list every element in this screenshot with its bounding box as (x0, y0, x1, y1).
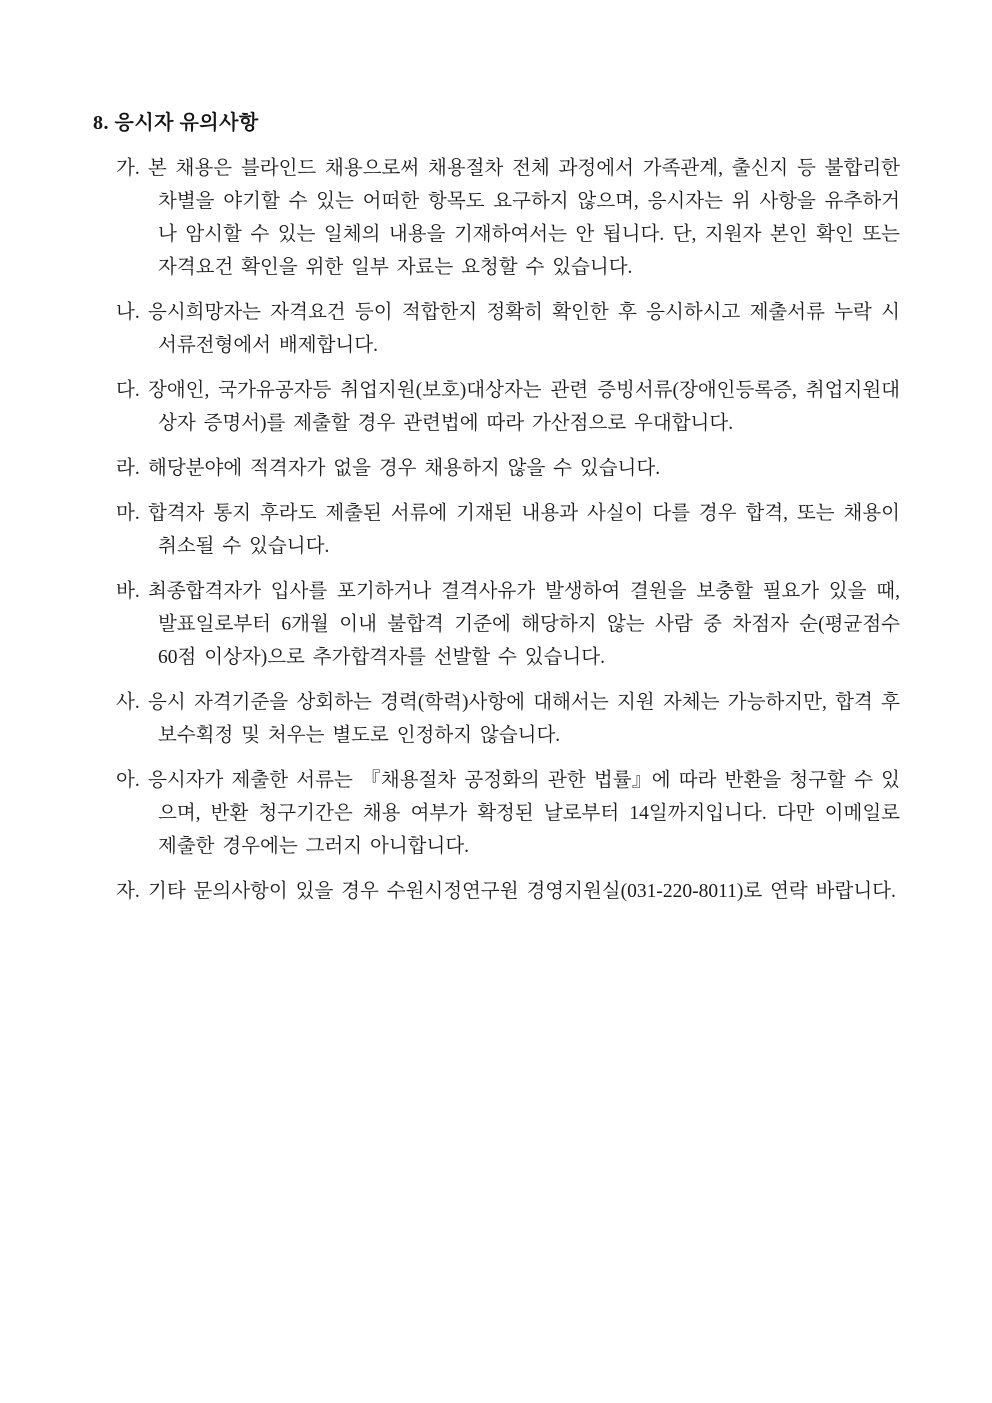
list-item (92, 764, 900, 863)
list-item-marker: 나. (116, 302, 140, 323)
list-item-text: 본 채용은 블라인드 채용으로써 채용절차 전체 과정에서 가족관계, 출신지 등 불합리한 차별을 야기할 수 있는 어떠한 항목도 요구하지 않으며, 응시자는 위 사항을 유추하거나 암시할 수 있는 일체의 내용을 기재하여서는 안 됩니다. 단, 지원자 본인 확인 또는 자격요건 확인을 위한 일부 자료는 요청할 수 있습니다. (148, 158, 900, 278)
list-item-text: 해당분야에 적격자가 없을 경우 채용하지 않을 수 있습니다. (148, 458, 661, 479)
list-item (92, 875, 900, 908)
list-item-marker: 아. (116, 770, 140, 791)
list-item (92, 497, 900, 563)
list-item-text: 응시자가 제출한 서류는 『채용절차 공정화의 관한 법률』에 따라 반환을 청구할 수 있으며, 반환 청구기간은 채용 여부가 확정된 날로부터 14일까지입니다. 다만 이메일로 제출한 경우에는 그러지 아니합니다. (148, 770, 900, 857)
list-item (92, 575, 900, 674)
list-item (92, 374, 900, 440)
notice-list (92, 152, 900, 908)
list-item (92, 452, 900, 485)
list-item-marker: 라. (116, 458, 140, 479)
list-item-marker: 바. (116, 581, 140, 602)
list-item-text: 기타 문의사항이 있을 경우 수원시정연구원 경영지원실(031-220-8011)로 연락 바랍니다. (148, 881, 896, 902)
list-item-marker: 가. (116, 158, 140, 179)
list-item-text: 응시희망자는 자격요건 등이 적합한지 정확히 확인한 후 응시하시고 제출서류 누락 시 서류전형에서 배제합니다. (148, 302, 900, 356)
list-item-text: 최종합격자가 입사를 포기하거나 결격사유가 발생하여 결원을 보충할 필요가 있을 때, 발표일로부터 6개월 이내 불합격 기준에 해당하지 않는 사람 중 차점자 순(평균점수 60점 이상자)으로 추가합격자를 선발할 수 있습니다. (148, 581, 900, 668)
list-item-text: 합격자 통지 후라도 제출된 서류에 기재된 내용과 사실이 다를 경우 합격, 또는 채용이 취소될 수 있습니다. (148, 503, 900, 557)
list-item-text: 응시 자격기준을 상회하는 경력(학력)사항에 대해서는 지원 자체는 가능하지만, 합격 후 보수획정 및 처우는 별도로 인정하지 않습니다. (148, 692, 900, 746)
list-item (92, 152, 900, 284)
list-item (92, 296, 900, 362)
section-heading: 8. 응시자 유의사항 (93, 112, 259, 134)
list-item-marker: 다. (116, 380, 140, 401)
list-item-marker: 마. (116, 503, 140, 524)
list-item-marker: 자. (116, 881, 140, 902)
list-item-text: 장애인, 국가유공자등 취업지원(보호)대상자는 관련 증빙서류(장애인등록증, 취업지원대상자 증명서)를 제출할 경우 관련법에 따라 가산점으로 우대합니다. (148, 380, 900, 434)
list-item-marker: 사. (116, 692, 140, 713)
list-item (92, 686, 900, 752)
